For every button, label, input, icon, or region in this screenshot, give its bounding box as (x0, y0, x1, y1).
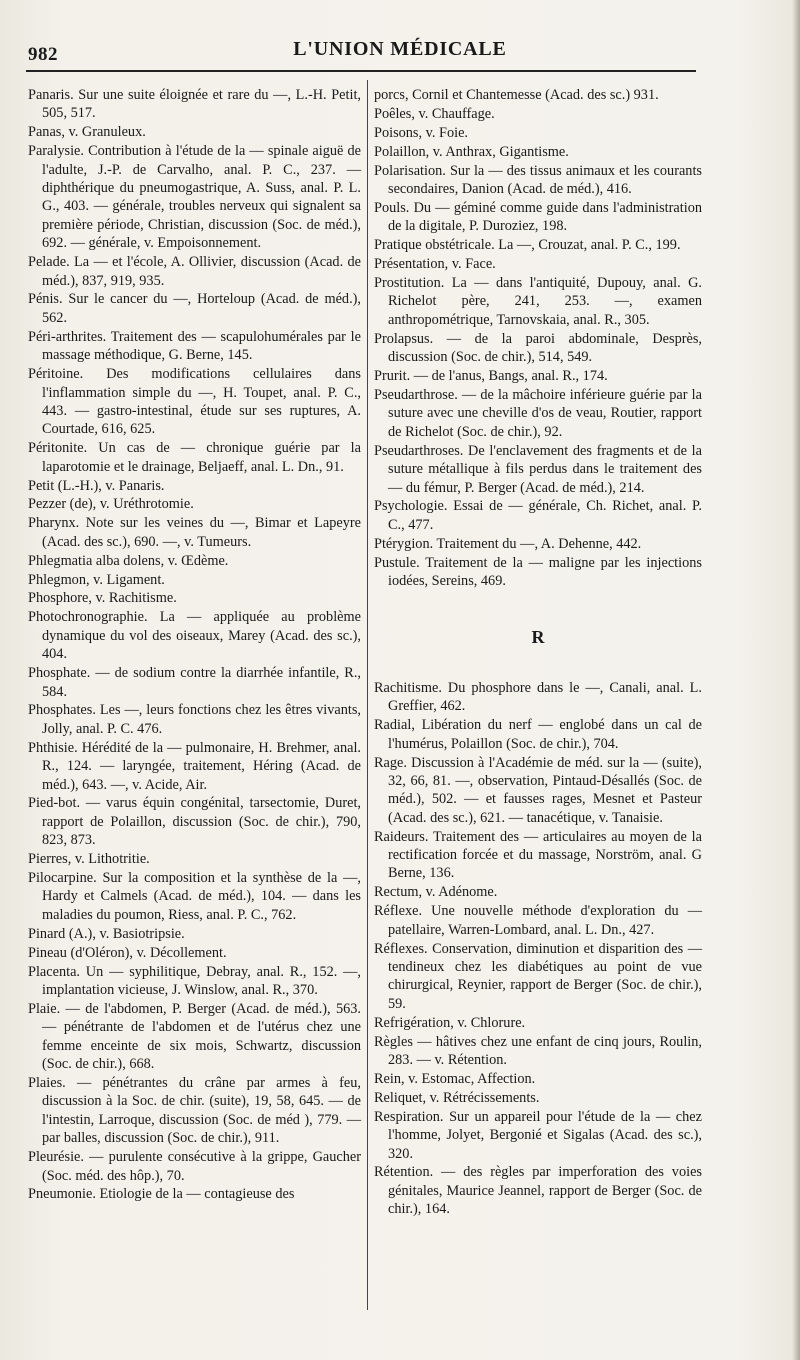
index-entry: Prurit. — de l'anus, Bangs, anal. R., 174. (374, 368, 608, 385)
index-entry: Réflexes. Conservation, diminution et disparition des — tendineux chez les diabétiques au point de vue chirurgical, Reynier, rapport de Berger (Soc. de chir.), 59. (374, 940, 702, 1012)
index-entry: Phlegmon, v. Ligament. (28, 571, 165, 588)
index-entry: Pilocarpine. Sur la composition et la synthèse de la —, Hardy et Calmels (Acad. de méd.), 104. — dans les maladies du poumon, Riess, anal. P. C., 762. (28, 870, 361, 923)
index-entry: Raideurs. Traitement des — articulaires au moyen de la rectification forcée et du massage, Norström, anal. G Berne, 136. (374, 828, 702, 882)
index-entry: Rétention. — des règles par imperforation des voies génitales, Maurice Jeannel, rapport de Berger (Soc. de chir.), 164. (374, 1164, 702, 1218)
index-entry: Polarisation. Sur la — des tissus animaux et les courants secondaires, Danion (Acad. de méd.), 416. (374, 162, 702, 198)
index-entry: Pénis. Sur le cancer du —, Horteloup (Acad. de méd.), 562. (28, 291, 361, 326)
index-entry: Rachitisme. Du phosphore dans le —, Canali, anal. L. Greffier, 462. (374, 679, 702, 715)
right-column-p-entries (374, 86, 702, 590)
index-entry: Rectum, v. Adénome. (374, 884, 498, 901)
index-entry: Pharynx. Note sur les veines du —, Bimar et Lapeyre (Acad. des sc.), 690. —, v. Tumeurs. (28, 515, 361, 550)
index-entry: Prostitution. La — dans l'antiquité, Dupouy, anal. G. Richelot père, 241, 253. —, examen anthropométrique, Tarnovskaia, anal. R., 305. (374, 275, 702, 328)
index-entry: Réflexe. Une nouvelle méthode d'exploration du — patellaire, Warren-Lombard, anal. L. Dn., 427. (374, 903, 702, 938)
page-edge-shadow (792, 0, 800, 1360)
index-entry: Prolapsus. — de la paroi abdominale, Desprès, discussion (Soc. de chir.), 514, 549. (374, 330, 702, 366)
index-entry: Phosphore, v. Rachitisme. (28, 590, 177, 607)
index-entry: Rein, v. Estomac, Affection. (374, 1070, 536, 1087)
index-entry: Péri-arthrites. Traitement des — scapulohumérales par le massage méthodique, G. Berne, 145. (28, 328, 361, 364)
section-letter: R (531, 627, 545, 648)
index-entry: Refrigération, v. Chlorure. (374, 1014, 526, 1031)
index-entry: Petit (L.-H.), v. Panaris. (28, 477, 165, 494)
index-entry: Pineau (d'Oléron), v. Décollement. (28, 944, 227, 961)
index-entry: Rage. Discussion à l'Académie de méd. sur la — (suite), 32, 66, 81. —, observation, Pintaud-Désallés (Soc. de méd.), 502. — et fausses rages, Mesnet et Pasteur (Acad. des sc.), 621. — tanacétique, v. Tanaisie. (374, 754, 702, 826)
right-column (374, 86, 702, 1219)
index-entry: Ptérygion. Traitement du —, A. Dehenne, 442. (374, 535, 642, 552)
page-number: 982 (28, 44, 58, 65)
index-entry: Péritoine. Des modifications cellulaires dans l'inflammation simple du —, H. Toupet, anal. P. C., 443. — gastro-intestinal, étude sur ses ruptures, A. Courtade, 616, 625. (28, 366, 361, 438)
header-rule (26, 70, 696, 72)
index-entry: Plaies. — pénétrantes du crâne par armes à feu, discussion à la Soc. de chir. (suite), 19, 58, 645. — de l'intestin, Larroque, discussion (Soc. de méd ), 779. — par balles, discussion (Soc. de chir.), 911. (28, 1075, 361, 1147)
index-entry: Paralysie. Contribution à l'étude de la — spinale aiguë de l'adulte, J.-P. de Carvalho, anal. P. C., 237. — diphthérique du pneumogastrique, A. Suss, anal. P. L. G., 403. — générale, troubles nerveux qui signalent sa première période, Christian, discussion (Soc. de méd.), 692. — générale, v. Empoisonnement. (28, 143, 361, 252)
index-entry: porcs, Cornil et Chantemesse (Acad. des sc.) 931. (374, 87, 659, 103)
index-entry: Poêles, v. Chauffage. (374, 105, 495, 122)
column-divider (367, 80, 368, 1310)
index-entry: Respiration. Sur un appareil pour l'étude de la — chez l'homme, Jolyet, Bergonié et Sigalas (Acad. des sc.), 320. (374, 1108, 702, 1162)
index-entry: Pleurésie. — purulente consécutive à la grippe, Gaucher (Soc. méd. des hôp.), 70. (28, 1149, 361, 1184)
index-entry: Pied-bot. — varus équin congénital, tarsectomie, Duret, rapport de Polaillon, discussion (Soc. de chir.), 790, 823, 873. (28, 795, 361, 849)
index-entry: Phlegmatia alba dolens, v. Œdème. (28, 552, 229, 569)
index-entry: Pelade. La — et l'école, A. Ollivier, discussion (Acad. de méd.), 837, 919, 935. (28, 254, 361, 289)
index-entry: Poisons, v. Foie. (374, 124, 469, 141)
index-entry: Pseudarthroses. De l'enclavement des fragments et de la suture métallique à fils perdus dans le traitement des — du fémur, P. Berger (Acad. de méd.), 214. (374, 442, 702, 496)
index-entry: Phthisie. Hérédité de la — pulmonaire, H. Brehmer, anal. R., 124. — laryngée, traitement, Héring (Acad. de méd.), 643. —, v. Acide, Air. (28, 739, 361, 793)
running-title: L'UNION MÉDICALE (293, 38, 507, 60)
right-column-r-entries (374, 679, 702, 1219)
index-entry: Pezzer (de), v. Uréthrotomie. (28, 496, 194, 513)
left-column (28, 86, 361, 1204)
index-entry: Reliquet, v. Rétrécissements. (374, 1089, 540, 1106)
index-entry: Panaris. Sur une suite éloignée et rare du —, L.-H. Petit, 505, 517. (28, 87, 361, 122)
index-entry: Pustule. Traitement de la — maligne par les injections iodées, Sereins, 469. (374, 554, 702, 590)
index-entry: Plaie. — de l'abdomen, P. Berger (Acad. de méd.), 563. — pénétrante de l'abdomen et de l'utérus chez une femme enceinte de six mois, Schwartz, discussion (Soc. de chir.), 668. (28, 1000, 361, 1073)
index-entry: Phosphate. — de sodium contre la diarrhée infantile, R., 584. (28, 665, 361, 700)
index-entry: Psychologie. Essai de — générale, Ch. Richet, anal. P. C., 477. (374, 498, 702, 533)
index-entry: Polaillon, v. Anthrax, Gigantisme. (374, 143, 569, 160)
index-entry: Pinard (A.), v. Basiotripsie. (28, 925, 185, 942)
index-entry: Pouls. Du — géminé comme guide dans l'administration de la digitale, P. Duroziez, 198. (374, 199, 702, 235)
index-entry: Panas, v. Granuleux. (28, 124, 146, 141)
index-entry: Présentation, v. Face. (374, 256, 496, 273)
index-entry: Placenta. Un — syphilitique, Debray, anal. R., 152. —, implantation vicieuse, J. Winslow, anal. R., 370. (28, 963, 361, 998)
index-entry: Pseudarthrose. — de la mâchoire inférieure guérie par la suture avec une cheville d'os de veau, Routier, rapport de Richelot (Soc. de chir.), 92. (374, 387, 702, 440)
index-entry: Pierres, v. Lithotritie. (28, 851, 150, 868)
index-entry: Pratique obstétricale. La —, Crouzat, anal. P. C., 199. (374, 237, 681, 254)
index-entry: Radial, Libération du nerf — englobé dans un cal de l'humérus, Polaillon (Soc. de chir.), 704. (374, 717, 702, 752)
index-entry: Pneumonie. Etiologie de la — contagieuse des (28, 1186, 295, 1203)
index-entry: Photochronographie. La — appliquée au problème dynamique du vol des oiseaux, Marey (Acad. des sc.), 404. (28, 609, 361, 663)
index-entry: Péritonite. Un cas de — chronique guérie par la laparotomie et le drainage, Beljaeff, anal. L. Dn., 91. (28, 440, 361, 475)
index-entry: Phosphates. Les —, leurs fonctions chez les êtres vivants, Jolly, anal. P. C. 476. (28, 702, 361, 737)
index-entry: Règles — hâtives chez une enfant de cinq jours, Roulin, 283. — v. Rétention. (374, 1033, 702, 1068)
